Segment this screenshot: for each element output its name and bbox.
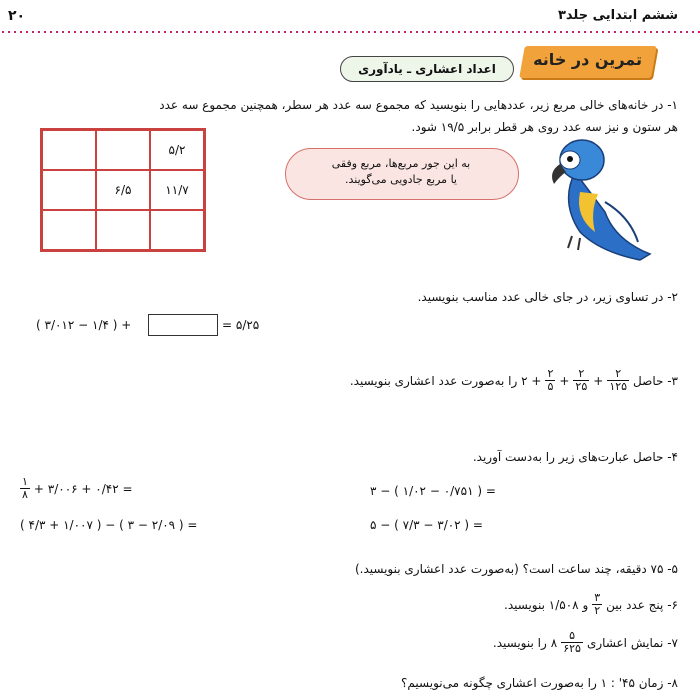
q2-right-expr: = ۵/۲۵: [222, 318, 260, 332]
q8-text: ۸- زمان ۴۵' : ۱ را به‌صورت اعشاری چگونه می‌نویسیم؟: [401, 676, 678, 690]
q4-expr1: ۳ − ( ۱/۰۲ − ۰/۷۵۱ ) =: [370, 484, 496, 498]
grid-cell: ۱۱/۷: [150, 170, 204, 210]
grid-cell[interactable]: [42, 130, 96, 170]
grid-cell[interactable]: [96, 210, 150, 250]
q3-frac2: $\frac{۲}{۲۵}$: [575, 367, 588, 393]
q3-frac1: $\frac{۲}{۱۲۵}$: [609, 367, 628, 393]
tip-text: [295, 156, 507, 188]
q6-line: ۶- پنج عدد بین $\frac{۳}{۲}$ و ۱/۵۰۸ بنویسید.: [504, 591, 678, 617]
dotted-divider: [0, 31, 700, 33]
q4-expr3: ۵ − ( ۷/۳ − ۳/۰۲ ) =: [370, 518, 483, 532]
tip-line1: به این جور مربع‌ها، مربع وفقی: [331, 157, 471, 170]
header-title: ششم ابتدایی جلد۳: [557, 8, 678, 23]
q4-expr2: $\frac{۱}{۸}$ + ۳/۰۰۶ + ۰/۴۲ =: [22, 475, 133, 501]
grid-cell[interactable]: [42, 170, 96, 210]
q3-frac3: $\frac{۲}{۵}$: [547, 367, 554, 393]
q2-left-expr: ( ۳/۰۱۲ − ۱/۴ ) +: [36, 318, 132, 332]
q3-line: ۳- حاصل $\frac{۲}{۱۲۵}$ + $\frac{۲}{۲۵}$ + $\frac{۲}{۵}$ + ۲ را به‌صورت عدد اعشاری بنویسید.: [349, 367, 678, 393]
grid-cell: ۶/۵: [96, 170, 150, 210]
q2-answer-box[interactable]: [148, 314, 218, 336]
grid-cell: ۵/۲: [150, 130, 204, 170]
grid-cell[interactable]: [96, 130, 150, 170]
q6-frac: $\frac{۳}{۲}$: [594, 591, 601, 617]
q4-text: ۴- حاصل عبارت‌های زیر را به‌دست آورید.: [472, 450, 678, 464]
q5-text: ۵- ۷۵ دقیقه، چند ساعت است؟ (به‌صورت عدد اعشاری بنویسید.): [354, 562, 678, 576]
page-number: ۲۰: [8, 8, 26, 24]
q3-prefix: ۳- حاصل: [633, 373, 678, 388]
q7-line: ۷- نمایش اعشاری $\frac{۵}{۶۲۵}$ ۸ را بنویسید.: [492, 629, 678, 655]
section-banner-label: تمرین در خانه: [533, 50, 642, 69]
q3-suffix: + ۲ را به‌صورت عدد اعشاری بنویسید.: [349, 373, 542, 388]
q2-text: ۲- در تساوی زیر، در جای خالی عدد مناسب بنویسید.: [417, 290, 678, 304]
q4-frac: $\frac{۱}{۸}$: [22, 475, 28, 501]
grid-cell[interactable]: [150, 210, 204, 250]
parrot-illustration: [520, 132, 660, 262]
q1-line1: ۱- در خانه‌های خالی مربع زیر، عددهایی را بنویسید که مجموع سه عدد هر سطر، همچنین مجموع سه عدد: [159, 98, 678, 112]
topic-label: اعداد اعشاری ـ یادآوری: [358, 62, 496, 76]
grid-cell[interactable]: [42, 210, 96, 250]
q1-line2: هر ستون و نیز سه عدد روی هر قطر برابر ۱۹/۵ شود.: [411, 120, 678, 134]
tip-line2: یا مربع جادویی می‌گویند.: [344, 173, 457, 186]
magic-square-grid: [40, 128, 206, 252]
q7-frac: $\frac{۵}{۶۲۵}$: [563, 629, 581, 655]
q4-expr4: ( ۴/۳ + ۱/۰۰۷ ) − ( ۳ − ۲/۰۹ ) =: [20, 518, 198, 532]
topic-pill: [340, 56, 514, 82]
